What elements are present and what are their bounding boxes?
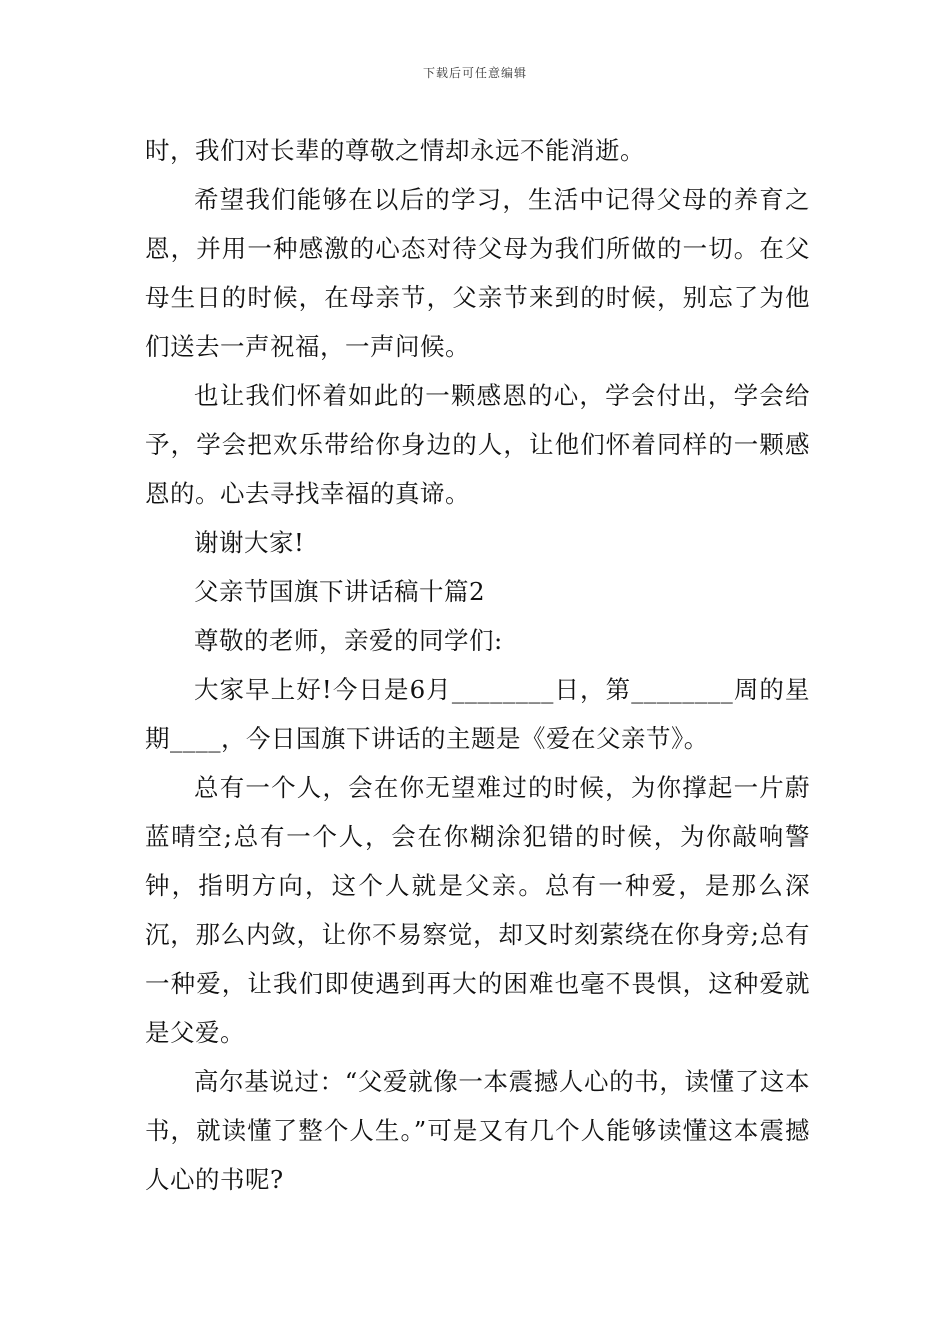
paragraph-father-love: 总有一个人，会在你无望难过的时候，为你撑起一片蔚蓝晴空;总有一个人，会在你糊涂犯错的时候，为你敲响警钟，指明方向，这个人就是父亲。总有一种爱，是那么深沉，那么内敛，让你不易察觉，却又时刻萦绕在你身旁;总有一种爱，让我们即使遇到再大的困难也毫不畏惧，这种爱就是父爱。 [145, 773, 810, 1047]
paragraph-hope: 希望我们能够在以后的学习，生活中记得父母的养育之恩，并用一种感激的心态对待父母为我们所做的一切。在父母生日的时候，在母亲节，父亲节来到的时候，别忘了为他们送去一声祝福，一声问候。 [145, 185, 810, 361]
page-header: 下载后可任意编辑 [422, 66, 527, 80]
paragraph-thanks: 谢谢大家! [194, 528, 305, 557]
document-body [145, 126, 810, 1204]
paragraph-greeting: 大家早上好!今日是6月________日，第________周的星期____，今日国旗下讲话的主题是《爱在父亲节》。 [145, 675, 810, 753]
paragraph-gratitude: 也让我们怀着如此的一颗感恩的心，学会付出，学会给予，学会把欢乐带给你身边的人，让他们怀着同样的一颗感恩的。心去寻找幸福的真谛。 [145, 381, 810, 508]
section-title: 父亲节国旗下讲话稿十篇2 [194, 577, 486, 606]
paragraph-salutation: 尊敬的老师，亲爱的同学们: [194, 626, 503, 655]
paragraph-gorky-quote: 高尔基说过：“父爱就像一本震撼人心的书，读懂了这本书，就读懂了整个人生。”可是又有几个人能够读懂这本震撼人心的书呢? [145, 1067, 810, 1194]
paragraph-continuation: 时，我们对长辈的尊敬之情却永远不能消逝。 [145, 136, 645, 165]
